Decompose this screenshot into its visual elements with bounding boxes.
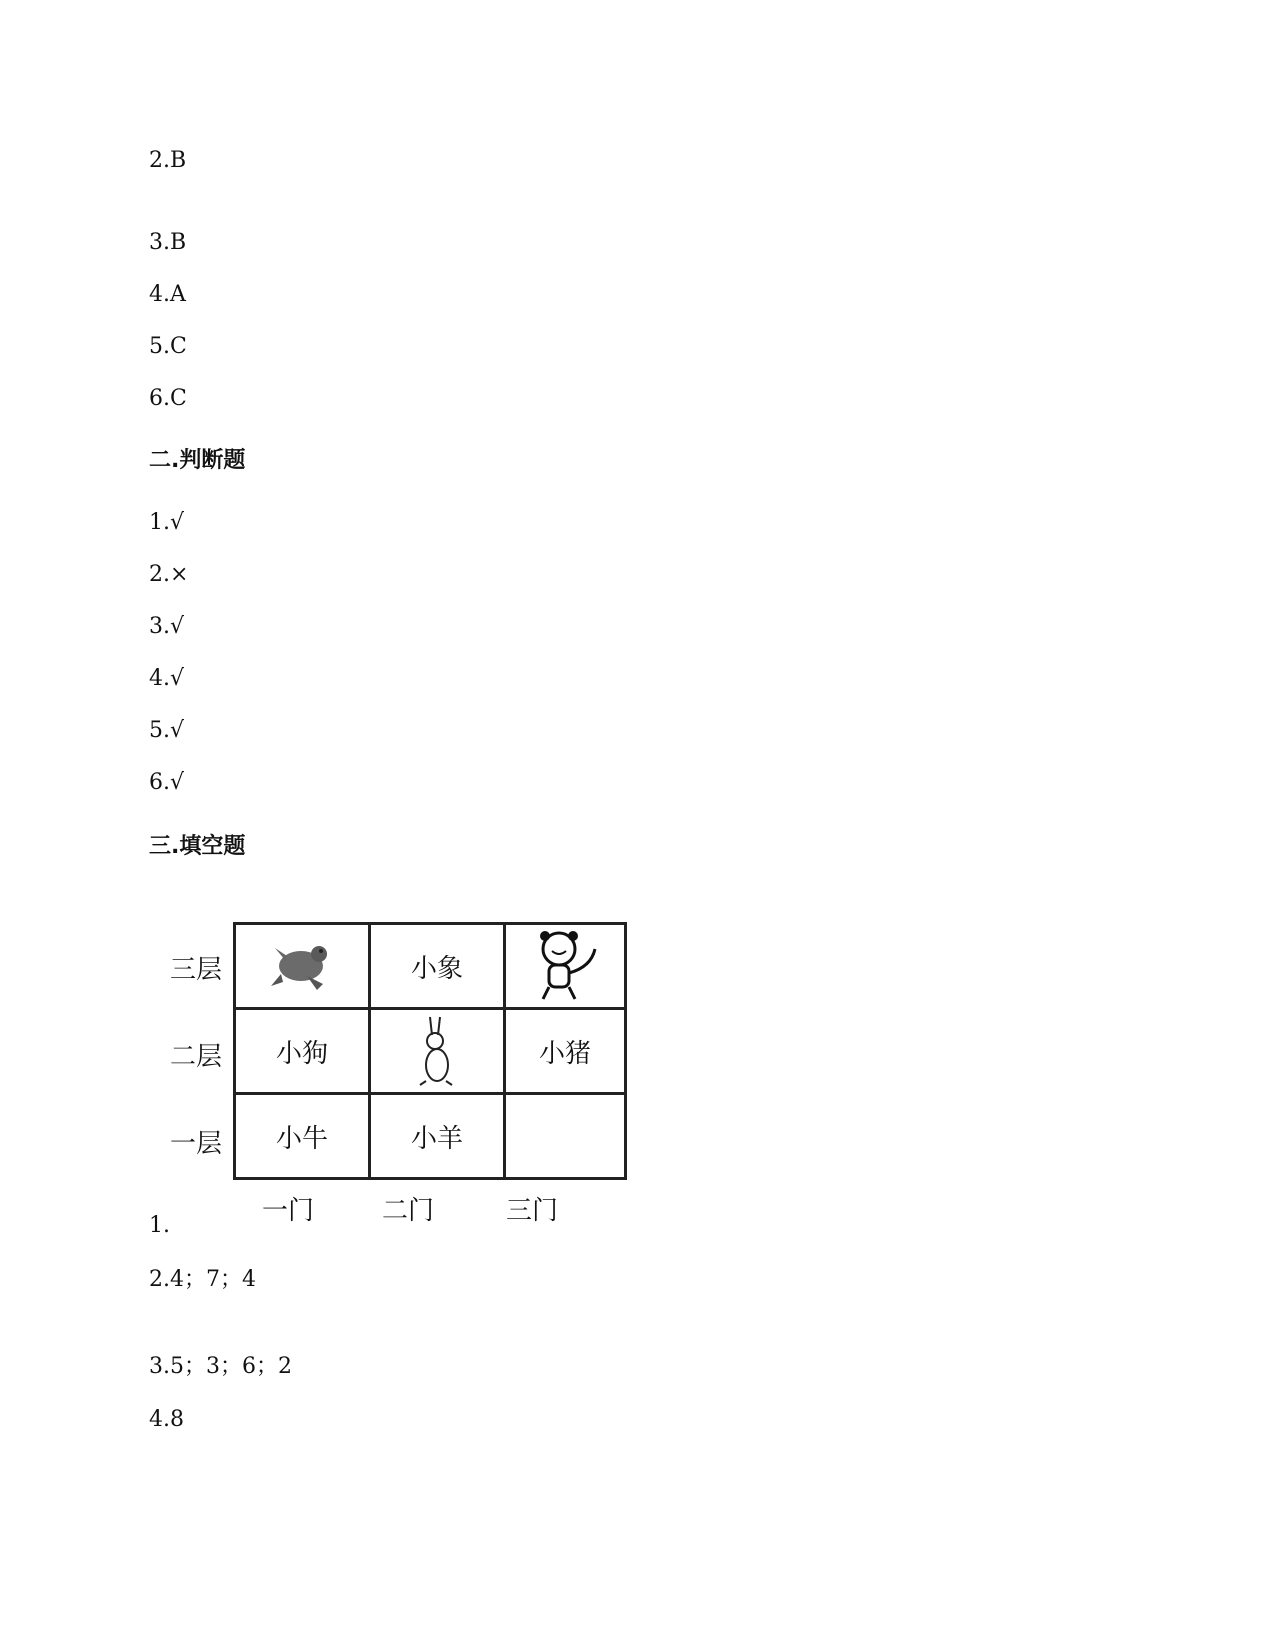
grid-cell-empty [505, 1094, 626, 1179]
grid-cell-dog: 小狗 [235, 1009, 370, 1094]
col-label-door-1: 一门 [261, 1196, 314, 1226]
judge-answer-3: 3.√ [149, 614, 185, 639]
animal-grid-table [233, 922, 627, 1180]
grid-row-floor-3 [235, 924, 626, 1009]
choice-answer-3: 3.B [149, 230, 187, 255]
rabbit-icon [412, 1013, 462, 1089]
floor-door-grid [160, 918, 630, 1238]
monkey-icon [525, 927, 605, 1005]
row-label-floor-3: 三层 [170, 955, 223, 985]
judge-section-title: 二.判断题 [149, 448, 246, 473]
row-label-floor-2: 二层 [170, 1042, 223, 1072]
choice-answer-4: 4.A [149, 282, 186, 307]
grid-cell-sheep: 小羊 [370, 1094, 505, 1179]
grid-cell-elephant: 小象 [370, 924, 505, 1009]
fill-answer-3: 3.5；3；6；2 [149, 1354, 292, 1379]
fill-answer-2: 2.4；7；4 [149, 1267, 256, 1292]
grid-cell-frog [235, 924, 370, 1009]
grid-cell-pig: 小猪 [505, 1009, 626, 1094]
judge-answer-1: 1.√ [149, 510, 185, 535]
row-label-floor-1: 一层 [170, 1129, 223, 1159]
grid-cell-cow: 小牛 [235, 1094, 370, 1179]
choice-answer-2: 2.B [149, 148, 187, 173]
fill-question-1-label: 1. [149, 1213, 170, 1238]
judge-answer-5: 5.√ [149, 718, 185, 743]
fill-answer-4: 4.8 [149, 1407, 184, 1432]
col-label-door-2: 二门 [381, 1196, 434, 1226]
judge-answer-4: 4.√ [149, 666, 185, 691]
judge-answer-6: 6.√ [149, 770, 185, 795]
col-label-door-3: 三门 [505, 1196, 558, 1226]
frog-icon [267, 936, 337, 996]
fill-section-title: 三.填空题 [149, 834, 246, 859]
grid-row-floor-2 [235, 1009, 626, 1094]
grid-cell-monkey [505, 924, 626, 1009]
grid-row-floor-1 [235, 1094, 626, 1179]
judge-answer-2: 2.× [149, 562, 189, 587]
grid-cell-rabbit [370, 1009, 505, 1094]
choice-answer-5: 5.C [149, 334, 187, 359]
choice-answer-6: 6.C [149, 386, 187, 411]
